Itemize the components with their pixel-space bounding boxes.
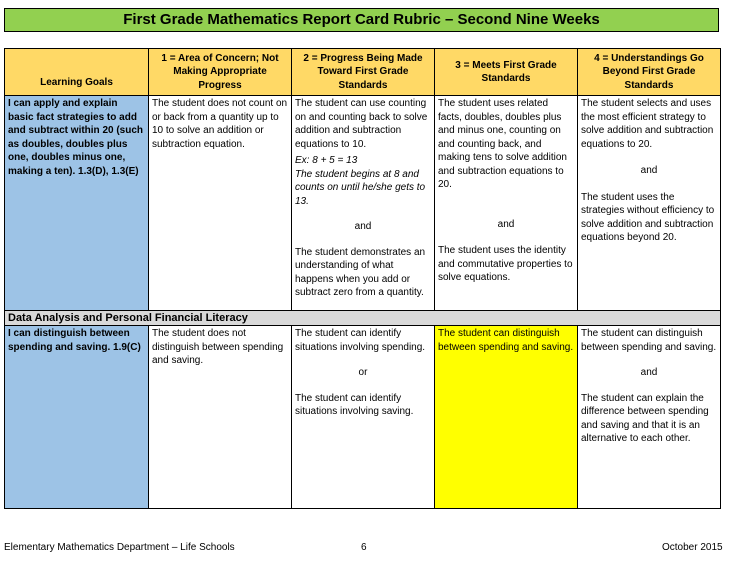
section-row bbox=[5, 311, 721, 326]
level-2-cell bbox=[292, 96, 435, 311]
example-explanation: The student begins at 8 and counts on until he/she gets to 13. bbox=[295, 168, 426, 207]
level-1-cell: The student does not count on or back from a quantity up to 10 to solve an addition or subtraction equation. bbox=[149, 96, 292, 311]
level-4-text-b: The student uses the strategies without efficiency to solve addition and subtraction equations beyond 20. bbox=[581, 191, 715, 243]
conjunction-and: and bbox=[640, 367, 658, 378]
level-3-text-a: The student uses related facts, doubles, doubles plus and minus one, counting on and counting back, and making tens to solve addition and subtraction equations to 20. bbox=[438, 98, 567, 190]
conjunction-or: or bbox=[358, 367, 368, 378]
conjunction-and: and bbox=[354, 221, 372, 232]
level-2-cell bbox=[292, 326, 435, 509]
level-2-text-a: The student can use counting on and counting back to solve addition and subtraction equations to 10. bbox=[295, 98, 428, 150]
conjunction-and: and bbox=[497, 218, 515, 230]
page-title: First Grade Mathematics Report Card Rubric – Second Nine Weeks bbox=[4, 8, 719, 32]
header-row bbox=[5, 49, 721, 96]
header-level-2: 2 = Progress Being Made Toward First Grade Standards bbox=[292, 49, 435, 96]
table-row bbox=[5, 326, 721, 509]
level-4-cell bbox=[578, 96, 721, 311]
table-row bbox=[5, 96, 721, 311]
level-4-text-b: The student can explain the difference between spending and saving and that it is an alternative to each other. bbox=[581, 392, 709, 444]
level-3-cell bbox=[435, 96, 578, 311]
header-level-3: 3 = Meets First Grade Standards bbox=[435, 49, 578, 96]
rubric-table bbox=[4, 48, 721, 509]
footer-department: Elementary Mathematics Department – Life Schools bbox=[4, 542, 235, 553]
level-3-cell-highlighted: The student can distinguish between spending and saving. bbox=[435, 326, 578, 509]
level-2-text-b: The student can identify situations involving saving. bbox=[295, 392, 414, 417]
section-heading: Data Analysis and Personal Financial Literacy bbox=[5, 311, 721, 326]
level-4-text-a: The student can distinguish between spending and saving. bbox=[581, 328, 717, 353]
conjunction-and: and bbox=[640, 165, 658, 176]
header-learning-goals: Learning Goals bbox=[5, 49, 149, 96]
learning-goal-cell: I can apply and explain basic fact strategies to add and subtract within 20 (such as doubles, doubles plus one, doubles minus one, making a ten). 1.3(D), 1.3(E) bbox=[5, 96, 149, 311]
example-equation: Ex: 8 + 5 = 13 bbox=[295, 155, 358, 166]
level-1-cell: The student does not distinguish between spending and saving. bbox=[149, 326, 292, 509]
level-2-text-a: The student can identify situations involving spending. bbox=[295, 328, 426, 353]
level-3-text-b: The student uses the identity and commutative properties to solve equations. bbox=[438, 245, 573, 283]
header-level-4: 4 = Understandings Go Beyond First Grade Standards bbox=[578, 49, 721, 96]
level-4-cell bbox=[578, 326, 721, 509]
footer-date: October 2015 bbox=[662, 542, 723, 553]
learning-goal-cell: I can distinguish between spending and saving. 1.9(C) bbox=[5, 326, 149, 509]
level-4-text-a: The student selects and uses the most efficient strategy to solve addition and subtraction equations to 20. bbox=[581, 98, 714, 150]
footer-page-number: 6 bbox=[361, 542, 367, 553]
level-2-text-b: The student demonstrates an understanding of what happens when you add or subtract zero from a quantity. bbox=[295, 246, 426, 298]
header-level-1: 1 = Area of Concern; Not Making Appropriate Progress bbox=[149, 49, 292, 96]
